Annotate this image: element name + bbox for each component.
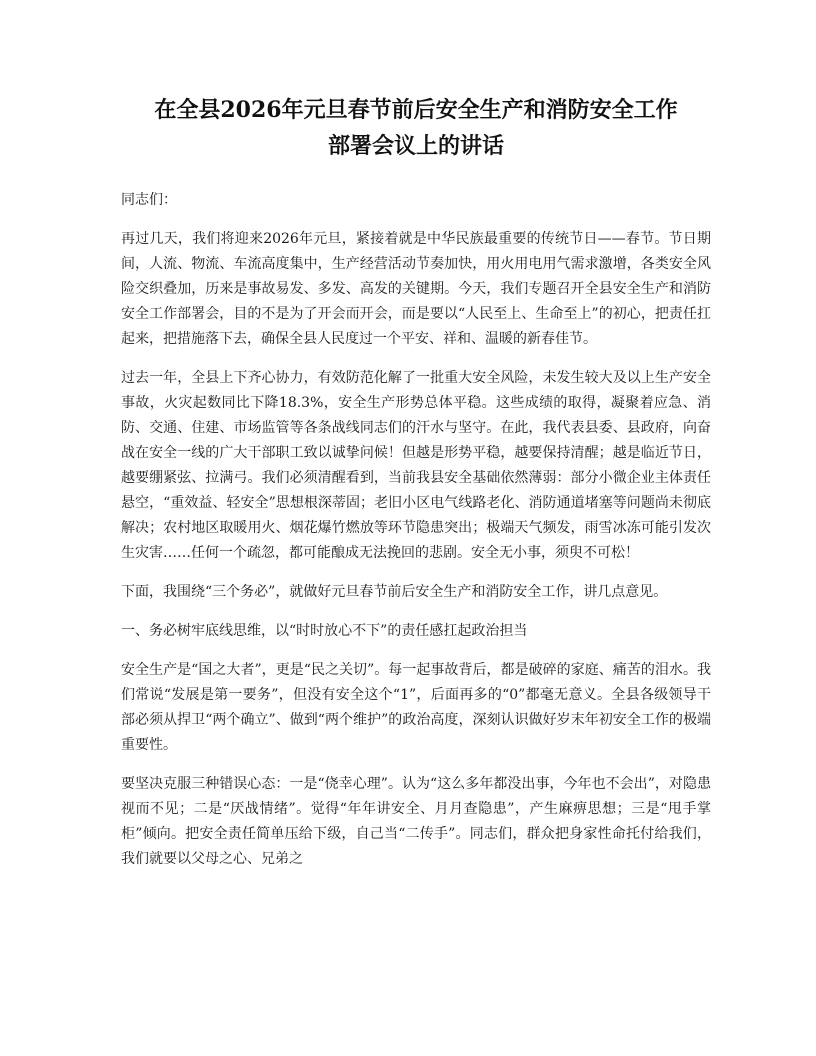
paragraph-section-1b: 要坚决克服三种错误心态：一是“侥幸心理”。认为“这么多年都没出事，今年也不会出”，对隐患视而不见；二是“厌战情绪”。觉得“年年讲安全、月月查隐患”，产生麻痹思想；三是“甩手掌柜”倾向。把安全责任简单压给下级，自己当“二传手”。同志们，群众把身家性命托付给我们，我们就要以父母之心、兄弟之 xyxy=(121,776,711,867)
section-heading-1: 一、务必树牢底线思维，以“时时放心不下”的责任感扛起政治担当 xyxy=(121,623,528,639)
title-line-1: 在全县2026年元旦春节前后安全生产和消防安全工作 xyxy=(154,97,678,123)
speech-title xyxy=(121,92,711,164)
paragraph-review: 过去一年，全县上下齐心协力，有效防范化解了一批重大安全风险，未发生较大及以上生产安全事故，火灾起数同比下降18.3%，安全生产形势总体平稳。这些成绩的取得，凝聚着应急、消防、交通、住建、市场监管等各条战线同志们的汗水与坚守。在此，我代表县委、县政府，向奋战在安全一线的广大干部职工致以诚挚问候！但越是形势平稳，越要保持清醒；越是临近节日，越要绷紧弦、拉满弓。我们必须清醒看到，当前我县安全基础依然薄弱：部分小微企业主体责任悬空，“重效益、轻安全”思想根深蒂固；老旧小区电气线路老化、消防通道堵塞等问题尚未彻底解决；农村地区取暖用火、烟花爆竹燃放等环节隐患突出；极端天气频发，雨雪冰冻可能引发次生灾害……任何一个疏忽，都可能酿成无法挽回的悲剧。安全无小事，须臾不可松！ xyxy=(121,370,711,561)
salutation: 同志们： xyxy=(121,192,177,208)
paragraph-outline: 下面，我围绕“三个务必”，就做好元旦春节前后安全生产和消防安全工作，讲几点意见。 xyxy=(121,584,668,600)
paragraph-section-1a: 安全生产是“国之大者”，更是“民之关切”。每一起事故背后，都是破碎的家庭、痛苦的泪水。我们常说“发展是第一要务”，但没有安全这个“1”，后面再多的“0”都毫无意义。全县各级领导干部必须从捍卫“两个确立”、做到“两个维护”的政治高度，深刻认识做好岁末年初安全工作的极端重要性。 xyxy=(121,662,711,753)
title-line-2: 部署会议上的讲话 xyxy=(327,133,504,159)
paragraph-intro: 再过几天，我们将迎来2026年元旦，紧接着就是中华民族最重要的传统节日——春节。节日期间，人流、物流、车流高度集中，生产经营活动节奏加快，用火用电用气需求激增，各类安全风险交织叠加，历来是事故易发、多发、高发的关键期。今天，我们专题召开全县安全生产和消防安全工作部署会，目的不是为了开会而开会，而是要以“人民至上、生命至上”的初心，把责任扛起来，把措施落下去，确保全县人民度过一个平安、祥和、温暖的新春佳节。 xyxy=(121,231,711,347)
